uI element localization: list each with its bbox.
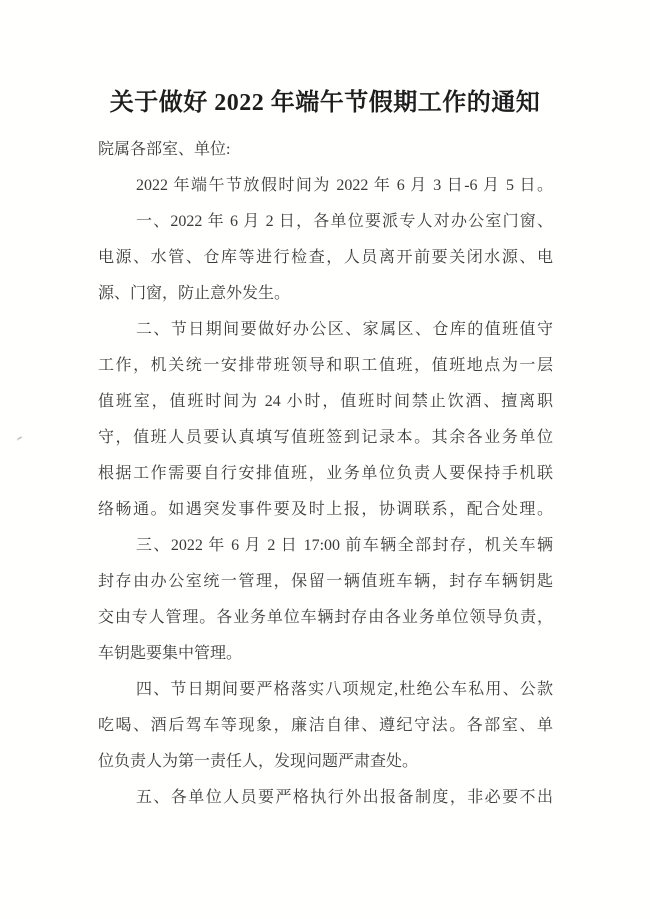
text-line: 院属各部室、单位: <box>98 141 231 158</box>
text-line: 车钥匙要集中管理。 <box>98 645 243 662</box>
text-line: 电源、水管、仓库等进行检查，人员离开前要关闭水源、电 <box>98 249 553 266</box>
text-line: 源、门窗，防止意外发生。 <box>98 285 291 302</box>
text-line: 络畅通。如遇突发事件要及时上报，协调联系，配合处理。 <box>98 501 553 518</box>
text-line: 一、2022 年 6 月 2 日，各单位要派专人对办公室门窗、 <box>136 213 553 230</box>
document-title: 关于做好 2022 年端午节假期工作的通知 <box>109 90 541 116</box>
text-line: 五、各单位人员要严格执行外出报备制度，非必要不出 <box>136 789 553 806</box>
text-line: 吃喝、酒后驾车等现象，廉洁自律、遵纪守法。各部室、单 <box>98 717 553 734</box>
text-line: 交由专人管理。各业务单位车辆封存由各业务单位领导负责， <box>98 609 553 626</box>
text-line: 封存由办公室统一管理，保留一辆值班车辆，封存车辆钥匙 <box>98 573 553 590</box>
text-line: 守，值班人员要认真填写值班签到记录本。其余各业务单位 <box>98 429 553 446</box>
document-body <box>0 132 650 816</box>
text-line: 工作，机关统一安排带班领导和职工值班，值班地点为一层 <box>98 357 553 374</box>
text-line: 二、节日期间要做好办公区、家属区、仓库的值班值守 <box>136 321 553 338</box>
text-line: 三、2022 年 6 月 2 日 17:00 前车辆全部封存，机关车辆 <box>136 537 553 554</box>
text-line: 值班室，值班时间为 24 小时，值班时间禁止饮酒、擅离职 <box>98 393 553 410</box>
text-line: 根据工作需要自行安排值班，业务单位负责人要保持手机联 <box>98 465 553 482</box>
text-line: 2022 年端午节放假时间为 2022 年 6 月 3 日-6 月 5 日。 <box>136 177 553 194</box>
text-line: 四、节日期间要严格落实八项规定,杜绝公车私用、公款 <box>136 681 553 698</box>
text-line: 位负责人为第一责任人，发现问题严肃查处。 <box>98 753 419 770</box>
